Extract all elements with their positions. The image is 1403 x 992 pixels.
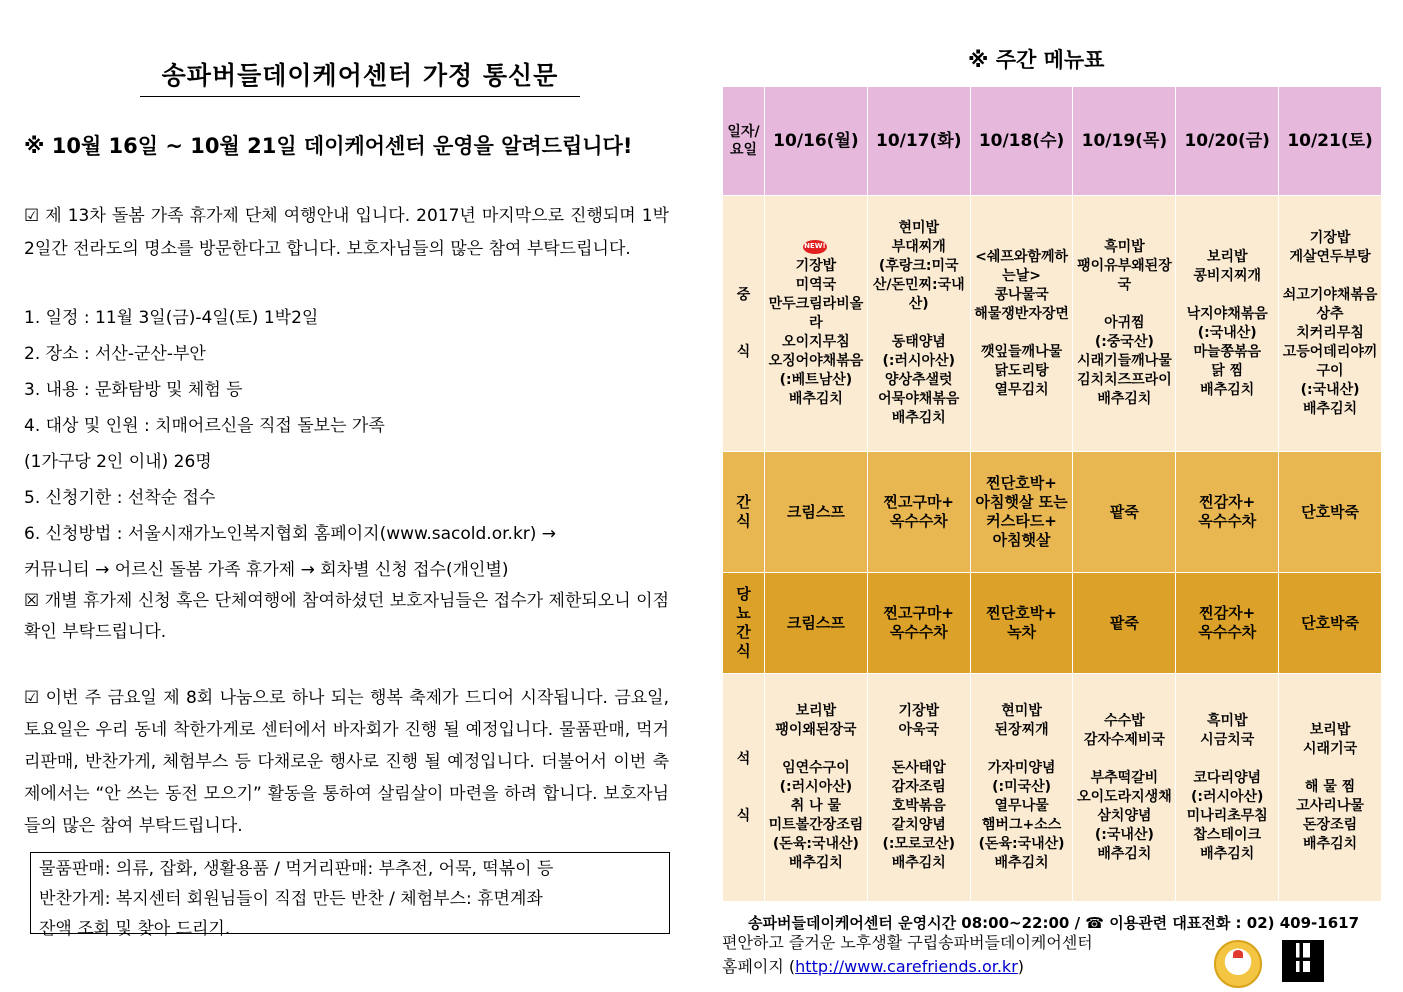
menu-day-header: 10/20(금) — [1176, 87, 1279, 196]
menu-cell: 흑미밥 시금치국 코다리양념 (:러시아산) 미나리초무침 찹스테이크 배추김치 — [1176, 674, 1279, 902]
section1-warning: ☒ 개별 휴가제 신청 혹은 단체여행에 참여하셨던 보호자님들은 접수가 제한되오니 이점 확인 부탁드립니다. — [24, 591, 669, 642]
menu-cell-text: 흑미밥 팽이유부왜된장국 아귀찜 (:중국산) 시래기들깨나물 김치치즈프라이 배추김치 — [1077, 239, 1172, 407]
menu-cell — [867, 196, 970, 452]
menu-cell-text: 기장밥 미역국 만두크림라비올라 오이지무침 오징어야채볶음(:베트남산) 배추김치 — [768, 258, 864, 407]
section1-intro: ☑ 제 13차 돌봄 가족 휴가제 단체 여행안내 입니다. 2017년 마지막으로 진행되며 1박 2일간 전라도의 명소를 방문한다고 합니다. 보호자님들의 많은 참여 부탁드립니다. — [24, 206, 669, 259]
bazaar-info-line: 반찬가게: 복지센터 회원님들이 직접 만든 반찬 / 체험부스: 휴면계좌 — [39, 889, 543, 909]
menu-day-header: 10/18(수) — [970, 87, 1073, 196]
menu-cell: 팥죽 — [1073, 573, 1176, 674]
menu-diabetic-snack-row — [723, 573, 1382, 674]
menu-cell — [1073, 196, 1176, 452]
menu-cell — [970, 196, 1073, 452]
section1-item: 5. 신청기한 : 선착순 접수 — [24, 488, 216, 508]
section1-item: 3. 내용 : 문화탐방 및 체험 등 — [24, 380, 243, 400]
menu-row-label-diabetic-snack: 당 뇨 간 식 — [723, 573, 765, 674]
notice-title: 송파버들데이케어센터 가정 통신문 — [140, 56, 580, 97]
menu-cell: 보리밥 시래기국 해 물 찜 고사리나물 돈장조림 배추김치 — [1279, 674, 1382, 902]
menu-lunch-row — [723, 196, 1382, 452]
menu-day-header: 10/19(목) — [1073, 87, 1176, 196]
menu-cell: 보리밥 팽이왜된장국 임연수구이 (:러시아산) 취 나 물 미트볼간장조림(돈육:국내산) 배추김치 — [765, 674, 868, 902]
menu-cell: 현미밥 된장찌개 가자미양념 (:미국산) 열무나물 햄버그+소스 (돈육:국내산) 배추김치 — [970, 674, 1073, 902]
menu-cell: 기장밥 아욱국 돈사태압 감자조림 호박볶음 갈치양념 (:모로코산) 배추김치 — [867, 674, 970, 902]
menu-header-row — [723, 87, 1382, 196]
menu-cell-text: <쉐프와함께하는날> 콩나물국 해물쟁반자장면 깻잎들깨나물 닭도리탕 열무김치 — [974, 248, 1069, 398]
section1-item: 1. 일정 : 11월 3일(금)-4일(토) 1박2일 — [24, 308, 319, 328]
menu-row-label-dinner: 석 식 — [723, 674, 765, 902]
menu-dinner-row — [723, 674, 1382, 902]
menu-cell: 찐단호박+ 녹차 — [970, 573, 1073, 674]
notice-headline: ※ 10월 16일 ~ 10월 21일 데이케어센터 운영을 알려드립니다! — [24, 134, 633, 158]
weekly-menu-table — [722, 86, 1382, 902]
qr-code-icon[interactable] — [1282, 940, 1324, 982]
menu-row-label-lunch: 중 식 — [723, 196, 765, 452]
menu-cell: 찐감자+ 옥수수차 — [1176, 452, 1279, 573]
menu-cell: 단호박죽 — [1279, 573, 1382, 674]
footer-slogan: 편안하고 즐거운 노후생활 구립송파버들데이케어센터 — [722, 933, 1093, 952]
menu-cell — [765, 196, 868, 452]
homepage-close: ) — [1017, 957, 1025, 976]
footer-hours: 송파버들데이케어센터 운영시간 08:00~22:00 / ☎ 이용관련 대표전화 : 02) 409-1617 — [748, 914, 1360, 932]
menu-snack-row — [723, 452, 1382, 573]
menu-title: ※ 주간 메뉴표 — [968, 48, 1105, 72]
new-badge-icon: NEW! — [803, 240, 827, 254]
footer-homepage — [722, 954, 1024, 977]
menu-row-label-snack: 간 식 — [723, 452, 765, 573]
menu-cell: 크림스프 — [765, 573, 868, 674]
section1-item: 2. 장소 : 서산-군산-부안 — [24, 344, 206, 364]
section1-item: 4. 대상 및 인원 : 치매어르신을 직접 돌보는 가족 — [24, 416, 385, 436]
menu-cell: 찐고구마+ 옥수수차 — [867, 452, 970, 573]
menu-cell: 수수밥 감자수제비국 부추떡갈비 오이도라지생채 삼치양념 (:국내산) 배추김치 — [1073, 674, 1176, 902]
section1-item: 6. 신청방법 : 서울시재가노인복지협회 홈페이지(www.sacold.or.kr) → — [24, 524, 557, 544]
bazaar-info-box — [30, 852, 670, 939]
menu-cell — [1176, 196, 1279, 452]
homepage-label: 홈페이지 ( — [722, 957, 796, 976]
bazaar-info-line: 잔액 조회 및 찾아 드리기. — [39, 919, 231, 939]
homepage-link[interactable]: http://www.carefriends.or.kr — [795, 957, 1018, 976]
menu-cell: 팥죽 — [1073, 452, 1176, 573]
menu-cell-text: 보리밥 콩비지찌개 낙지야채볶음 (:국내산) 마늘쫑볶음 닭 찜 배추김치 — [1186, 248, 1268, 398]
section1-item: 커뮤니티 → 어르신 돌봄 가족 휴가제 → 회차별 신청 접수(개인별) — [24, 560, 509, 580]
menu-cell: 크림스프 — [765, 452, 868, 573]
section1-item: (1가구당 2인 이내) 26명 — [24, 452, 212, 472]
menu-day-header: 10/16(월) — [765, 87, 868, 196]
bazaar-info-line: 물품판매: 의류, 잡화, 생활용품 / 먹거리판매: 부추전, 어묵, 떡볶이 등 — [39, 859, 554, 879]
center-mascot-logo-icon — [1214, 940, 1262, 988]
section2-text: ☑ 이번 주 금요일 제 8회 나눔으로 하나 되는 행복 축제가 드디어 시작됩니다. 금요일, 토요일은 우리 동네 착한가게로 센터에서 바자회가 진행 될 예정입니다. 물품판매, 먹거리판매, 반찬가게, 체험부스 등 다채로운 행사로 진행 될 예정입니다. 더불어서 이번 축제에서는 “안 쓰는 동전 모으기” 활동을 통하여 살림살이 마련을 하려 합니다. 보호자님들의 많은 참여 부탁드립니다. — [24, 688, 669, 836]
menu-day-header: 10/21(토) — [1279, 87, 1382, 196]
menu-corner-label: 일자/ 요일 — [723, 87, 765, 196]
menu-cell: 단호박죽 — [1279, 452, 1382, 573]
menu-cell: 찐단호박+ 아침햇살 또는 커스타드+ 아침햇살 — [970, 452, 1073, 573]
menu-cell — [1279, 196, 1382, 452]
menu-cell-text: 기장밥 게살연두부탕 쇠고기야채볶음 상추 치커리무침 고등어데리야끼구이 (:국내산) 배추김치 — [1282, 229, 1378, 417]
menu-cell: 찐감자+ 옥수수차 — [1176, 573, 1279, 674]
menu-cell: 찐고구마+ 옥수수차 — [867, 573, 970, 674]
menu-cell-text: 현미밥 부대찌개 (후랑크:미국산/돈민찌:국내산) 동태양념 (:러시아산) 양상추샐럿 어묵야채볶음 배추김치 — [872, 220, 965, 426]
menu-day-header: 10/17(화) — [867, 87, 970, 196]
